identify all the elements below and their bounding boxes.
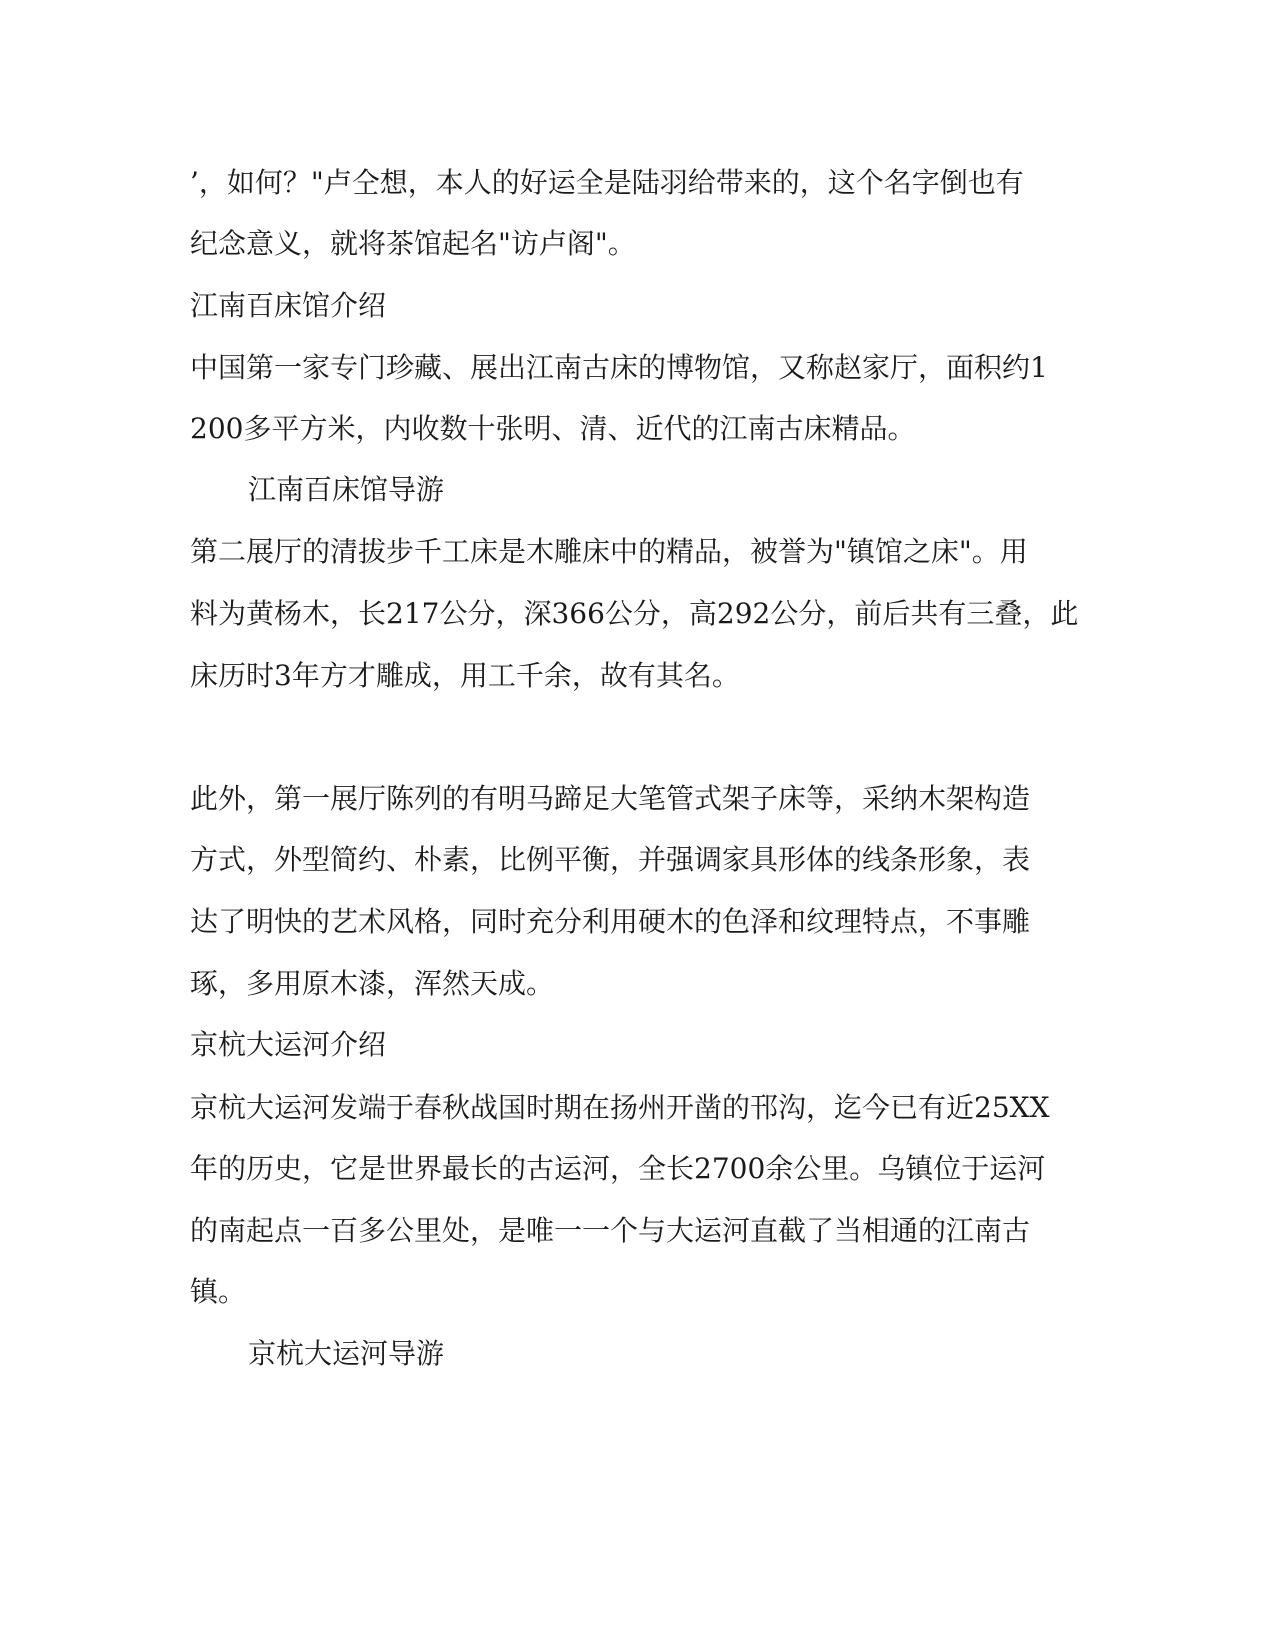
paragraph-line: 达了明快的艺术风格，同时充分利用硬木的色泽和纹理特点，不事雕 xyxy=(190,905,1031,938)
paragraph-line: 琢，多用原木漆，浑然天成。 xyxy=(190,967,555,1000)
section-heading: 江南百床馆导游 xyxy=(248,473,445,506)
paragraph-line: 年的历史，它是世界最长的古运河，全长2700余公里。乌镇位于运河 xyxy=(190,1152,1046,1185)
paragraph-line: 纪念意义，就将茶馆起名"访卢阁"。 xyxy=(190,227,636,260)
section-heading: 江南百床馆介绍 xyxy=(190,289,387,322)
paragraph-line: 镇。 xyxy=(190,1275,247,1308)
paragraph-line: 的南起点一百多公里处，是唯一一个与大运河直截了当相通的江南古 xyxy=(190,1214,1031,1247)
section-heading: 京杭大运河导游 xyxy=(248,1337,445,1370)
paragraph-line: 方式，外型简约、朴素，比例平衡，并强调家具形体的线条形象，表 xyxy=(190,843,1031,876)
paragraph-line: ’，如何？"卢仝想，本人的好运全是陆羽给带来的，这个名字倒也有 xyxy=(190,166,1024,199)
paragraph-line: 第二展厅的清拔步千工床是木雕床中的精品，被誉为"镇馆之床"。用 xyxy=(190,535,1028,568)
paragraph-line: 200多平方米，内收数十张明、清、近代的江南古床精品。 xyxy=(190,412,916,445)
paragraph-line: 京杭大运河发端于春秋战国时期在扬州开凿的邗沟，迄今已有近25XX xyxy=(190,1091,1050,1124)
section-heading: 京杭大运河介绍 xyxy=(190,1028,387,1061)
paragraph-line: 床历时3年方才雕成，用工千余，故有其名。 xyxy=(190,659,740,692)
paragraph-line: 料为黄杨木，长217公分，深366公分，高292公分，前后共有三叠，此 xyxy=(190,597,1079,630)
paragraph-line: 中国第一家专门珍藏、展出江南古床的博物馆，又称赵家厅，面积约1 xyxy=(190,351,1048,384)
paragraph-line: 此外，第一展厅陈列的有明马蹄足大笔管式架子床等，采纳木架构造 xyxy=(190,782,1031,815)
